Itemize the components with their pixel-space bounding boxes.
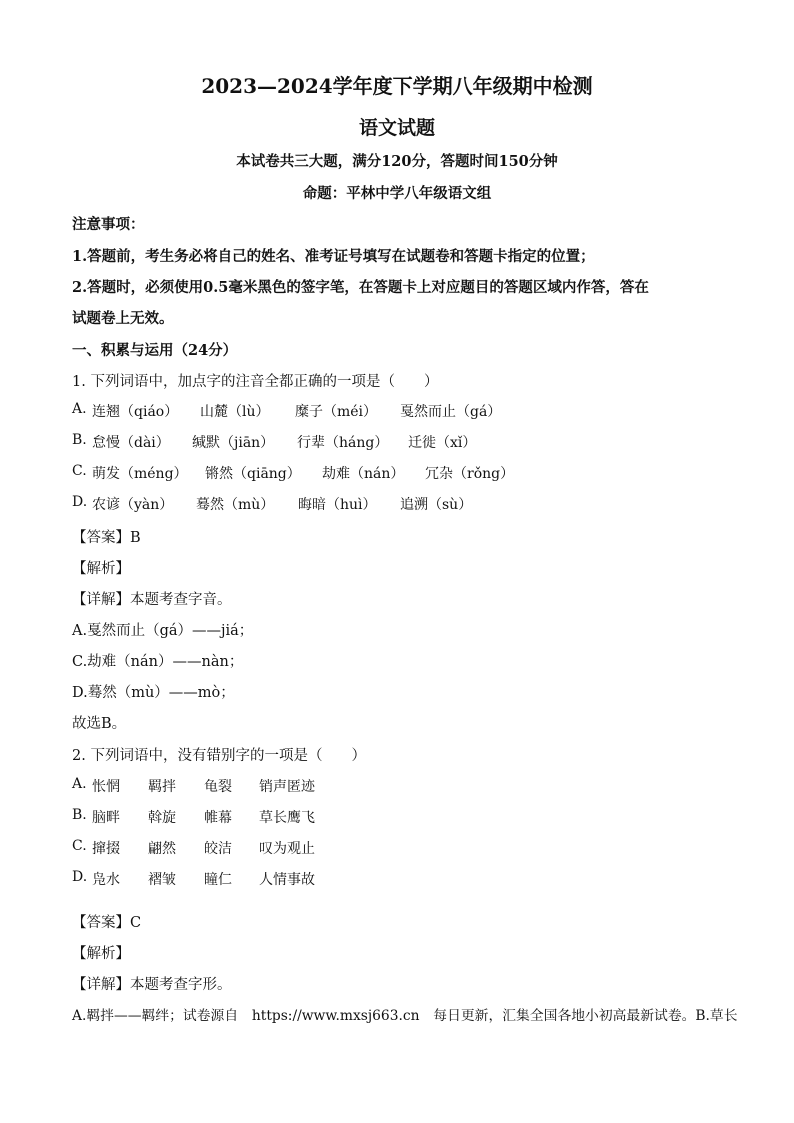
option-word: 怅惘 <box>92 779 120 795</box>
q1-explanation-d: D.蓦然（mù）——mò； <box>72 685 235 701</box>
answer-value: B <box>130 530 141 546</box>
q1-explanation-a: A.戛然而止（gá）——jiá； <box>72 623 254 639</box>
option-label: A. <box>72 401 87 417</box>
option-word: 连翘（qiáo） <box>92 404 179 420</box>
option-label: C. <box>72 838 87 854</box>
exam-info: 本试卷共三大题，满分120分，答题时间150分钟 <box>236 153 558 170</box>
detail-text: 本题考查字音。 <box>130 592 232 608</box>
q1-stem: 1. 下列词语中，加点字的注音全都正确的一项是（ ） <box>72 374 439 390</box>
section-heading: 一、积累与运用（24分） <box>72 342 238 359</box>
detail-label: 【详解】 <box>72 977 130 993</box>
q2-explanation-a: A.羁拌——羁绊；试卷源自 https://www.mxsj663.cn 每日更新，汇集全国各地小初高最新试卷。B.草长 <box>72 1008 738 1024</box>
answer-label: 【答案】 <box>72 530 130 546</box>
notes-item-1: 1.答题前，考生务必将自己的姓名、准考证号填写在试题卷和答题卡指定的位置； <box>72 248 595 265</box>
notes-heading: 注意事项： <box>72 216 145 233</box>
q2-stem: 2. 下列词语中，没有错别字的一项是（ ） <box>72 748 366 764</box>
option-word: 农谚（yàn） <box>92 497 174 513</box>
option-label: B. <box>72 807 87 823</box>
option-word: 龟裂 <box>204 779 232 795</box>
option-word: 草长鹰飞 <box>259 810 315 826</box>
answer-value: C <box>130 915 142 931</box>
option-word: 晦暗（huì） <box>298 497 377 513</box>
answer-label: 【答案】 <box>72 915 130 931</box>
option-label: D. <box>72 494 88 510</box>
option-word: 叹为观止 <box>259 841 315 857</box>
q1-conclusion: 故选B。 <box>72 716 127 732</box>
notes-item-2-cont: 试题卷上无效。 <box>72 310 174 327</box>
option-word: 蓦然（mù） <box>196 497 275 513</box>
option-word: 脑畔 <box>92 810 120 826</box>
option-word: 糜子（méi） <box>295 404 378 420</box>
option-word: 人情事故 <box>259 872 315 888</box>
notes-item-2: 2.答题时，必须使用0.5毫米黑色的签字笔，在答题卡上对应题目的答题区域内作答，答在 <box>72 279 649 296</box>
option-word: 帷幕 <box>204 810 232 826</box>
exam-author: 命题：平林中学八年级语文组 <box>302 185 492 202</box>
option-word: 行辈（háng） <box>297 435 389 451</box>
exam-subtitle: 语文试题 <box>358 117 435 139</box>
option-word: 褶皱 <box>148 872 176 888</box>
option-word: 冗杂（rǒng） <box>425 466 515 482</box>
option-word: 销声匿迹 <box>259 779 315 795</box>
option-word: 皎洁 <box>204 841 232 857</box>
option-word: 萌发（méng） <box>92 466 188 482</box>
detail-label: 【详解】 <box>72 592 130 608</box>
option-word: 追溯（sù） <box>400 497 473 513</box>
option-word: 瞳仁 <box>204 872 232 888</box>
option-word: 羁拌 <box>148 779 176 795</box>
q1-analysis-label: 【解析】 <box>72 561 130 577</box>
exam-title: 2023—2024学年度下学期八年级期中检测 <box>201 74 593 98</box>
option-word: 凫水 <box>92 872 120 888</box>
q2-analysis-label: 【解析】 <box>72 946 130 962</box>
option-word: 缄默（jiān） <box>192 435 275 451</box>
option-label: C. <box>72 463 87 479</box>
option-label: B. <box>72 432 87 448</box>
option-word: 山麓（lù） <box>200 404 270 420</box>
option-word: 翩然 <box>148 841 176 857</box>
q2-detail <box>72 973 232 994</box>
detail-text: 本题考查字形。 <box>130 977 232 993</box>
option-word: 怠慢（dài） <box>92 435 170 451</box>
option-word: 撺掇 <box>92 841 120 857</box>
q2-answer <box>72 911 141 932</box>
option-word: 劫难（nán） <box>322 466 405 482</box>
option-word: 戛然而止（gá） <box>400 404 502 420</box>
option-label: D. <box>72 869 88 885</box>
q1-answer <box>72 526 141 547</box>
option-label: A. <box>72 776 87 792</box>
q1-detail <box>72 588 232 609</box>
q1-explanation-c: C.劫难（nán）——nàn； <box>72 654 244 670</box>
option-word: 斡旋 <box>148 810 176 826</box>
option-word: 迁徙（xǐ） <box>408 435 477 451</box>
option-word: 锵然（qiāng） <box>205 466 301 482</box>
